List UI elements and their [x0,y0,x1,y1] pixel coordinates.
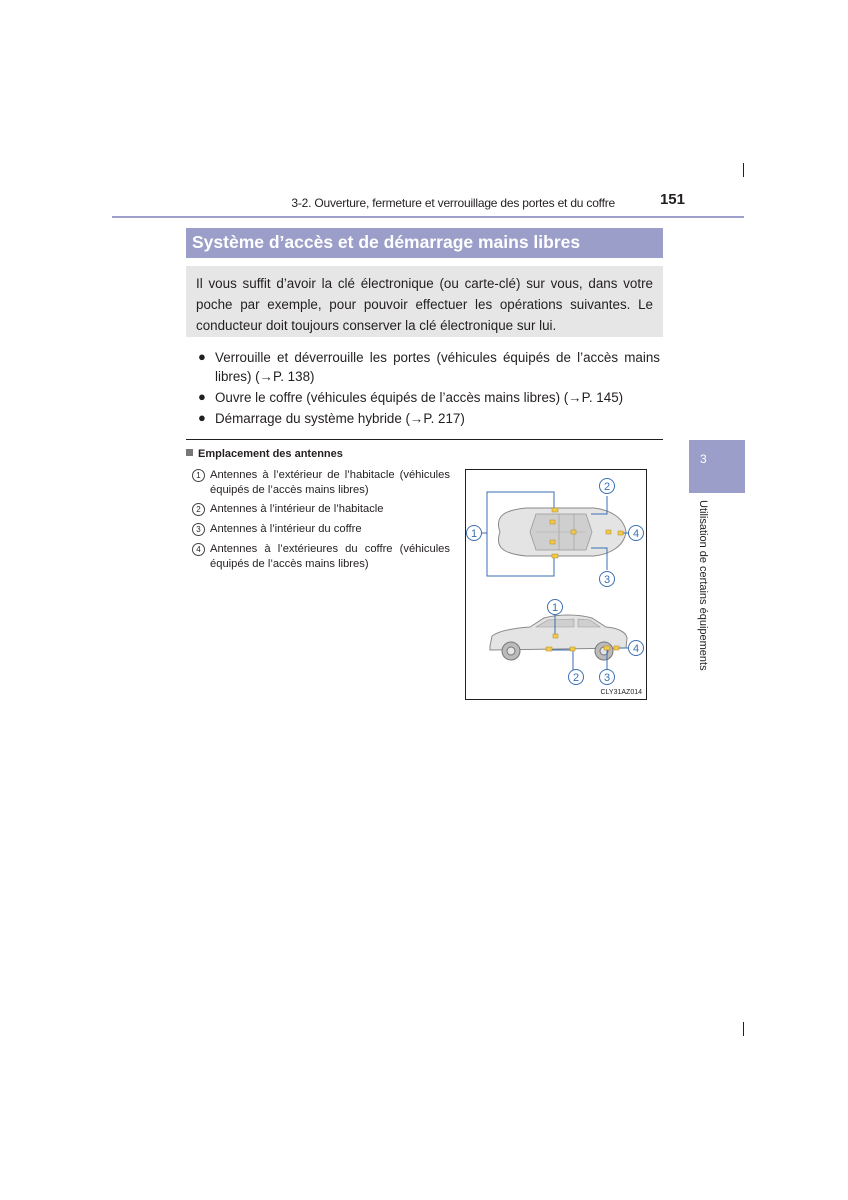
callout-number: 4 [192,543,205,556]
callout-1: 1 [470,528,478,540]
antenna-description: Antennes à l’extérieures du coffre (véhicules équipés de l’accès mains libres) [210,543,450,570]
bullet-text: Ouvre le coffre (véhicules équipés de l’accès mains libres) (→P. 145) [215,390,624,405]
bullet-dot: ● [198,389,206,404]
antenna-heading [186,448,343,460]
callout-3: 3 [603,672,611,684]
bullet-dot: ● [198,349,206,364]
section-divider [186,439,663,440]
antenna-heading-text: Emplacement des antennes [198,448,343,460]
chapter-label: Utilisation de certains équipements [697,500,709,671]
section-title: Système d’accès et de démarrage mains libres [192,232,581,252]
callout-number: 2 [192,503,205,516]
bullet-text: Démarrage du système hybride (→P. 217) [215,411,465,426]
callout-number: 3 [192,523,205,536]
car-diagram [466,470,646,699]
callout-2: 2 [572,672,580,684]
crop-mark-bottom [743,1022,744,1036]
callout-number: 1 [192,469,205,482]
running-header: 3-2. Ouverture, fermeture et verrouillage des portes et du coffre [291,196,615,210]
header-rule [112,216,744,218]
chapter-tab [689,440,745,493]
callout-2: 2 [603,481,611,493]
intro-text: Il vous suffit d’avoir la clé électronique (ou carte-clé) sur vous, dans votre poche par exemple, pour pouvoir effectuer les opérations suivantes. Le conducteur doit toujours conserver la clé électronique sur lui. [196,276,653,333]
chapter-number: 3 [700,452,707,466]
bullet-text: Verrouille et déverrouille les portes (véhicules équipés de l’accès mains libres) (→P. 138) [215,350,660,384]
callout-1: 1 [551,602,559,614]
callout-4: 4 [632,643,640,655]
section-title-bar [186,228,663,258]
antenna-description: Antennes à l’extérieur de l’habitacle (véhicules équipés de l’accès mains libres) [210,469,450,496]
callout-3: 3 [603,574,611,586]
bullet-dot: ● [198,410,206,425]
crop-mark-top [743,163,744,177]
page-number: 151 [659,191,685,208]
antenna-description: Antennes à l’intérieur de l’habitacle [210,503,384,515]
figure-code: CLY31AZ014 [600,689,642,696]
callout-4: 4 [632,528,640,540]
car-side-view [490,615,627,660]
square-bullet-icon [186,449,193,456]
antenna-location-figure [465,469,647,700]
antenna-description: Antennes à l’intérieur du coffre [210,523,362,535]
intro-box [186,266,663,337]
